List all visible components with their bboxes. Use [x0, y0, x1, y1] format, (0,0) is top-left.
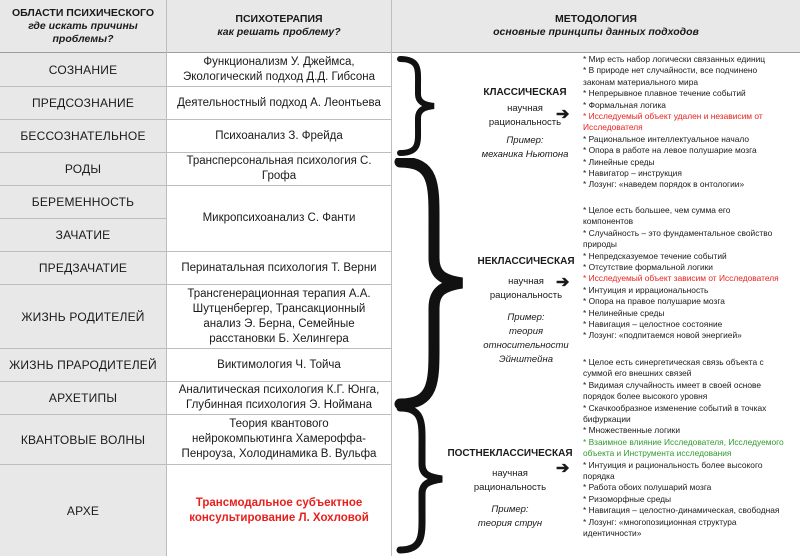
divider	[0, 119, 392, 120]
principles-postnonclassical	[583, 357, 784, 540]
method-title: ПОСТНЕКЛАССИЧЕСКАЯ	[447, 448, 573, 459]
principle-item: * Формальная логика	[583, 99, 666, 110]
principle-item: * Скачкообразное изменение событий в точках	[583, 402, 767, 413]
principle-item: * Опора на правое полушарие мозга	[583, 296, 725, 307]
principle-item: * Навигация – целостно-динамическая, свободная	[583, 505, 780, 516]
method-sub: рациональность	[473, 482, 547, 493]
therapy-line: Трансмодальное субъектное	[195, 496, 363, 509]
method-sub: рациональность	[489, 290, 563, 301]
method-sub: научная	[507, 103, 543, 114]
therapy-line: Грофа	[261, 170, 297, 182]
method-title: НЕКЛАССИЧЕСКАЯ	[477, 256, 575, 267]
principle-item: * Отсутствие формальной логики	[583, 262, 713, 273]
principle-item: * Непредсказуемое течение событий	[583, 250, 727, 261]
therapy-activity-approach: Деятельностный подход А. Леонтьева	[177, 96, 381, 109]
principles-nonclassical	[583, 205, 779, 342]
divider	[0, 152, 392, 153]
therapy-transgenerational	[167, 285, 391, 348]
principle-item: * Целое есть большее, чем сумма его	[583, 205, 731, 215]
divider	[0, 348, 392, 349]
principle-item: * Лозунг: «наведем порядок в онтологии»	[583, 179, 745, 190]
principle-item: * Интуиция и рациональность более высокого	[583, 459, 763, 470]
divider	[0, 218, 167, 219]
method-example: Пример:	[506, 135, 544, 146]
principle-item: объекта и Инструмента исследования	[583, 448, 732, 459]
principles-classical	[583, 54, 765, 191]
header-areas-question-1: где искать причины	[28, 19, 138, 32]
method-example: теория струн	[477, 518, 543, 529]
therapy-line: Трансгенерационная терапия А.А.	[187, 287, 371, 300]
area-birth: РОДЫ	[0, 153, 166, 185]
area-preconception: ПРЕДЗАЧАТИЕ	[0, 252, 166, 284]
header-areas	[0, 0, 166, 52]
divider	[0, 284, 392, 285]
area-unconscious: БЕССОЗНАТЕЛЬНОЕ	[0, 120, 166, 152]
therapy-quantum	[167, 415, 391, 464]
header-methodology-title: МЕТОДОЛОГИЯ	[555, 13, 637, 25]
arrow-right-icon: ➔	[556, 106, 570, 123]
arrow-right-icon: ➔	[556, 274, 570, 291]
principle-item: * Интуиция и иррациональность	[583, 284, 709, 295]
principle-item: * Исследуемый объект зависим от Исследователя	[583, 273, 779, 284]
header-psychotherapy	[167, 0, 391, 52]
principle-item: порядка	[583, 471, 615, 482]
principle-item: * Ризоморфные среды	[583, 493, 672, 504]
principle-item: * Мир есть набор логически связанных единиц	[583, 54, 766, 64]
therapy-line: нейрокомпьютинга Хамероффа-	[192, 433, 366, 445]
therapy-line: Экологический подход Д.Д. Гибсона	[182, 70, 376, 83]
principle-item: идентичности»	[583, 528, 642, 539]
principle-item: порядок более высокого уровня	[583, 391, 708, 402]
principle-item: природы	[583, 239, 617, 250]
method-example: Эйнштейна	[499, 354, 553, 365]
header-psychotherapy-question: как решать проблему?	[217, 26, 341, 38]
principle-item: бифуркации	[583, 414, 631, 425]
method-example: Пример:	[491, 504, 529, 515]
area-archetypes: АРХЕТИПЫ	[0, 382, 166, 414]
principle-item: * Случайность – это фундаментальное свойство	[583, 227, 773, 238]
method-example: теория	[508, 326, 544, 337]
principle-item: * Рациональное интеллектуальное начало	[583, 133, 750, 144]
principle-item: * Видимая случайность имеет в своей основе	[583, 379, 762, 390]
principle-item: * Нелинейные среды	[583, 307, 665, 318]
area-arche: АРХЕ	[0, 465, 166, 556]
divider	[0, 185, 392, 186]
method-title: КЛАССИЧЕСКАЯ	[483, 87, 567, 98]
header-areas-title: ОБЛАСТИ ПСИХИЧЕСКОГО	[11, 6, 155, 19]
principle-item: * Целое есть синергетическая связь объекта с	[583, 357, 764, 367]
therapy-victimology: Виктимология Ч. Тойча	[217, 358, 341, 371]
method-example: Пример:	[507, 312, 545, 323]
method-postnonclassical-label	[446, 447, 574, 531]
area-ancestors-life: ЖИЗНЬ ПРАРОДИТЕЛЕЙ	[0, 349, 166, 381]
therapy-line: консультирование Л. Хохловой	[189, 511, 369, 524]
therapy-functionalism	[167, 53, 391, 86]
divider	[0, 464, 392, 465]
divider	[0, 381, 392, 382]
principle-item: * В природе нет случайности, все подчинено	[583, 65, 758, 76]
principle-item: * Взаимное влияние Исследователя, Исследуемого	[583, 436, 784, 447]
therapy-transpersonal	[167, 153, 391, 185]
therapy-line: расстановки Б. Хелингера	[209, 332, 349, 345]
area-pregnancy: БЕРЕМЕННОСТЬ	[0, 186, 166, 218]
method-sub: научная	[492, 468, 528, 479]
header-methodology	[392, 0, 800, 52]
principle-item: * Лозунг: «подпитаемся новой энергией»	[583, 330, 742, 341]
therapy-transmodal	[167, 465, 391, 556]
header-psychotherapy-title: ПСИХОТЕРАПИЯ	[235, 13, 323, 25]
therapy-line: Глубинная психология Э. Ноймана	[186, 399, 372, 411]
therapy-line: Пенроуза, Холодинамика В. Вульфа	[181, 448, 377, 460]
principle-item: * Исследуемый объект удален и независим от	[583, 111, 763, 122]
header-areas-question-2: проблемы?	[52, 32, 114, 45]
area-conception: ЗАЧАТИЕ	[0, 219, 166, 251]
therapy-line: Теория квантового	[229, 418, 329, 430]
therapy-line: анализ Э. Берна, Семейные	[203, 317, 355, 330]
divider	[0, 414, 392, 415]
principle-item: законам материального мира	[583, 76, 699, 87]
principle-item: * Навигация – целостное состояние	[583, 319, 723, 330]
area-preconscious: ПРЕДСОЗНАНИЕ	[0, 87, 166, 119]
therapy-line: Функционализм У. Джеймса,	[203, 55, 355, 68]
divider	[0, 86, 392, 87]
method-classical-label	[470, 86, 580, 162]
principle-item: * Непрерывное плавное течение событий	[583, 88, 746, 99]
principle-item: суммой его внешних связей	[583, 368, 692, 379]
principle-item: * Лозунг: «многопозиционная структура	[583, 516, 737, 527]
brace-classical	[394, 56, 442, 156]
principle-item: * Множественные логики	[583, 425, 681, 436]
header-methodology-subtitle: основные принципы данных подходов	[493, 26, 699, 38]
therapy-line: Трансперсональная психология С.	[186, 155, 372, 167]
brace-postnonclassical	[394, 404, 450, 554]
area-quantum-waves: КВАНТОВЫЕ ВОЛНЫ	[0, 415, 166, 464]
divider	[0, 52, 800, 53]
principle-item: * Работа обоих полушарий мозга	[583, 482, 712, 493]
therapy-line: Шутценбергер, Трансакционный	[192, 302, 366, 315]
method-sub: научная	[508, 276, 544, 287]
principle-item: * Опора в работе на левое полушарие мозга	[583, 145, 757, 156]
area-consciousness: СОЗНАНИЕ	[0, 53, 166, 86]
brace-nonclassical	[392, 158, 472, 408]
method-sub: рациональность	[488, 117, 562, 128]
arrow-right-icon: ➔	[556, 460, 570, 477]
therapy-perinatal: Перинатальная психология Т. Верни	[181, 261, 377, 274]
principle-item: Исследователя	[583, 122, 643, 133]
therapy-micropsychoanalysis: Микропсихоанализ С. Фанти	[202, 212, 356, 224]
principle-item: * Линейные среды	[583, 156, 655, 167]
divider	[166, 0, 167, 556]
divider	[0, 251, 392, 252]
principle-item: компонентов	[583, 216, 634, 227]
method-example: механика Ньютона	[481, 149, 569, 160]
area-parents-life: ЖИЗНЬ РОДИТЕЛЕЙ	[0, 285, 166, 348]
principle-item: * Навигатор – инструкция	[583, 168, 682, 179]
therapy-psychoanalysis: Психоанализ З. Фрейда	[215, 129, 343, 142]
therapy-analytical	[167, 382, 391, 414]
method-example: относительности	[483, 340, 569, 351]
therapy-line: Аналитическая психология К.Г. Юнга,	[178, 384, 380, 396]
